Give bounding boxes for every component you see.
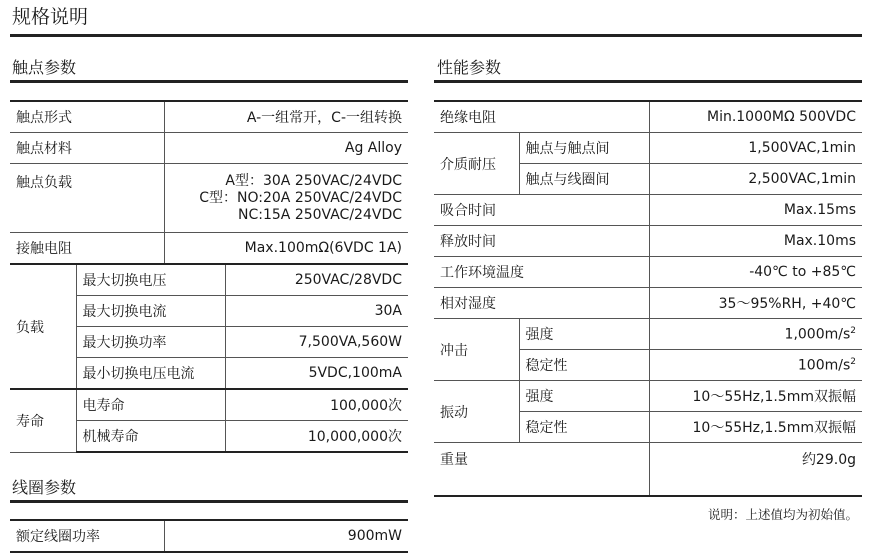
contact-material-value: Ag Alloy <box>164 133 408 164</box>
contact-load-label: 触点负载 <box>10 164 164 233</box>
dielectric-contact-coil-label: 触点与线圈间 <box>519 164 649 195</box>
mechanical-life-label: 机械寿命 <box>76 421 225 453</box>
contact-load-a: A型：30A 250VAC/24VDC <box>225 172 402 189</box>
contact-form-value: A-一组常开，C-一组转换 <box>164 101 408 133</box>
dielectric-label: 介质耐压 <box>434 133 519 195</box>
humidity-value: 35～95%RH, +40℃ <box>649 288 862 319</box>
life-group-label: 寿命 <box>10 389 76 452</box>
release-time-value: Max.10ms <box>649 226 862 257</box>
shock-strength-number: 1,000m/s <box>784 326 851 343</box>
ambient-temp-label: 工作环境温度 <box>434 257 649 288</box>
humidity-label: 相对湿度 <box>434 288 649 319</box>
table-row <box>10 133 408 164</box>
table-row <box>10 164 408 233</box>
performance-table <box>434 100 862 497</box>
title-divider <box>10 34 862 37</box>
shock-strength-label: 强度 <box>519 319 649 350</box>
min-load-value: 5VDC,100mA <box>225 358 408 390</box>
max-power-value: 7,500VA,560W <box>225 327 408 358</box>
vibration-stability-value: 10～55Hz,1.5mm双振幅 <box>649 412 862 443</box>
operate-time-value: Max.15ms <box>649 195 862 226</box>
load-group-label: 负载 <box>10 264 76 389</box>
table-row <box>434 195 862 226</box>
coil-table <box>10 519 408 553</box>
table-row <box>434 257 862 288</box>
performance-section-title: 性能参数 <box>437 58 502 77</box>
shock-stability-value <box>649 350 862 381</box>
table-row <box>434 443 862 497</box>
performance-section-divider <box>434 80 862 83</box>
vibration-label: 振动 <box>434 381 519 443</box>
contact-resistance-value: Max.100mΩ(6VDC 1A) <box>164 233 408 265</box>
vibration-strength-label: 强度 <box>519 381 649 412</box>
dielectric-contacts-value: 1,500VAC,1min <box>649 133 862 164</box>
dielectric-contacts-label: 触点与触点间 <box>519 133 649 164</box>
weight-label: 重量 <box>434 443 649 497</box>
vibration-stability-label: 稳定性 <box>519 412 649 443</box>
coil-section-divider <box>10 500 408 503</box>
electrical-life-label: 电寿命 <box>76 389 225 421</box>
contact-resistance-label: 接触电阻 <box>10 233 164 265</box>
shock-stability-label: 稳定性 <box>519 350 649 381</box>
contact-section-divider <box>10 80 408 83</box>
table-row <box>434 101 862 133</box>
table-row <box>10 389 408 421</box>
table-row <box>434 226 862 257</box>
min-load-label: 最小切换电压电流 <box>76 358 225 390</box>
dielectric-contact-coil-value: 2,500VAC,1min <box>649 164 862 195</box>
contact-material-label: 触点材料 <box>10 133 164 164</box>
table-row <box>10 520 408 552</box>
shock-stability-number: 100m/s <box>797 357 851 374</box>
weight-value: 约29.0g <box>649 443 862 497</box>
table-row <box>434 133 862 164</box>
max-power-label: 最大切换功率 <box>76 327 225 358</box>
max-voltage-value: 250VAC/28VDC <box>225 264 408 296</box>
contact-section-title: 触点参数 <box>12 58 77 77</box>
shock-label: 冲击 <box>434 319 519 381</box>
coil-section-title: 线圈参数 <box>12 478 77 497</box>
contact-load-c-no: C型：NO:20A 250VAC/24VDC <box>199 189 402 206</box>
ambient-temp-value: -40℃ to +85℃ <box>649 257 862 288</box>
operate-time-label: 吸合时间 <box>434 195 649 226</box>
vibration-strength-value: 10～55Hz,1.5mm双振幅 <box>649 381 862 412</box>
table-row <box>434 319 862 350</box>
table-row <box>10 233 408 265</box>
max-voltage-label: 最大切换电压 <box>76 264 225 296</box>
coil-power-value: 900mW <box>164 520 408 552</box>
max-current-value: 30A <box>225 296 408 327</box>
contact-load-c-nc: NC:15A 250VAC/24VDC <box>238 206 402 223</box>
shock-strength-value <box>649 319 862 350</box>
release-time-label: 释放时间 <box>434 226 649 257</box>
footnote: 说明：上述值均为初始值。 <box>707 507 858 522</box>
table-row <box>434 381 862 412</box>
insulation-value: Min.1000MΩ 500VDC <box>649 101 862 133</box>
page-title: 规格说明 <box>12 6 89 28</box>
max-current-label: 最大切换电流 <box>76 296 225 327</box>
contact-form-label: 触点形式 <box>10 101 164 133</box>
coil-power-label: 额定线圈功率 <box>10 520 164 552</box>
contact-table <box>10 100 408 453</box>
table-row <box>10 101 408 133</box>
mechanical-life-value: 10,000,000次 <box>225 421 408 453</box>
shock-strength-exponent: 2 <box>850 325 856 336</box>
table-row <box>10 264 408 296</box>
insulation-label: 绝缘电阻 <box>434 101 649 133</box>
table-row <box>434 288 862 319</box>
electrical-life-value: 100,000次 <box>225 389 408 421</box>
shock-stability-exponent: 2 <box>850 356 856 367</box>
contact-load-value <box>164 164 408 233</box>
